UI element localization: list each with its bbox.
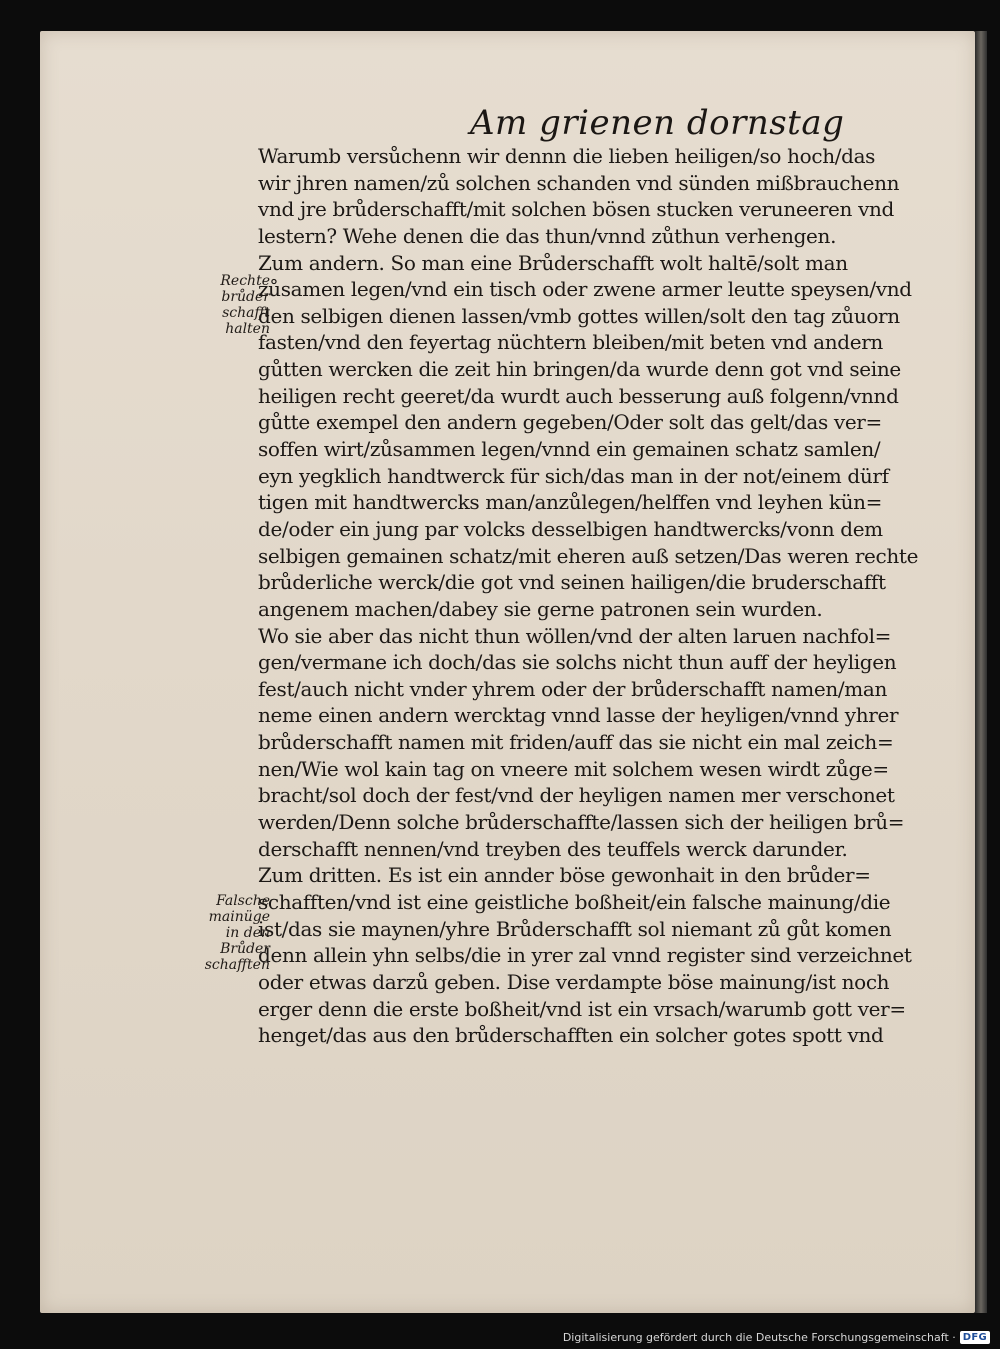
margin-note-line: halten xyxy=(225,321,270,337)
text-line: erger denn die erste boßheit/vnd ist ein vrsach/warumb gott ver= xyxy=(258,996,906,1021)
text-line: Warumb versůchenn wir dennn die lieben heiligen/so hoch/das xyxy=(258,144,876,168)
text-line: selbigen gemainen schatz/mit eheren auß setzen/Das weren rechte xyxy=(258,543,919,568)
margin-note-rechte-bruderschafft xyxy=(192,273,270,337)
text-line: bracht/sol doch der fest/vnd der heyligen namen mer verschonet xyxy=(258,783,895,808)
text-line: tigen mit handtwercks man/anzůlegen/helffen vnd leyhen kün= xyxy=(258,490,883,515)
text-line: Zum andern. So man eine Brůderschafft wolt haltē/solt man xyxy=(258,250,848,275)
text-line: derschafft nennen/vnd treyben des teuffels werck darunder. xyxy=(258,836,848,861)
margin-note-line: brůder xyxy=(221,289,270,305)
margin-note-falsche-mainung xyxy=(192,893,270,973)
margin-note-line: Brůder xyxy=(220,941,270,957)
text-line: soffen wirt/zůsammen legen/vnnd ein gemainen schatz samlen/ xyxy=(258,437,881,462)
text-line: zůsamen legen/vnd ein tisch oder zwene armer leutte speysen/vnd xyxy=(258,277,912,302)
text-line: angenem machen/dabey sie gerne patronen sein wurden. xyxy=(258,596,823,621)
text-line: Wo sie aber das nicht thun wöllen/vnd der alten laruen nachfol= xyxy=(258,623,892,648)
dfg-logo: DFG xyxy=(960,1331,990,1344)
page-heading: Am grienen dornstag xyxy=(470,103,845,143)
text-line: heiligen recht geeret/da wurdt auch besserung auß folgenn/vnnd xyxy=(258,383,899,408)
margin-note-line: schafft xyxy=(222,305,270,321)
margin-note-line: Rechte xyxy=(220,273,270,289)
margin-note-line: Falsche xyxy=(216,893,270,909)
text-line: vnd jre brůderschafft/mit solchen bösen stucken veruneeren vnd xyxy=(258,197,895,222)
text-line: nen/Wie wol kain tag on vneere mit solchem wesen wirdt zůge= xyxy=(258,756,889,781)
text-line: denn allein yhn selbs/die in yrer zal vnnd register sind verzeichnet xyxy=(258,943,912,968)
text-line: lestern? Wehe denen die das thun/vnnd zůthun verhengen. xyxy=(258,223,837,248)
text-line: gůtte exempel den andern gegeben/Oder solt das gelt/das ver= xyxy=(258,410,882,435)
text-line: ist/das sie maynen/yhre Brůderschafft sol niemant zů gůt komen xyxy=(258,916,892,941)
text-line: brůderliche werck/die got vnd seinen hailigen/die bruderschafft xyxy=(258,570,886,595)
text-line: Zum dritten. Es ist ein annder böse gewonhait in den brůder= xyxy=(258,863,871,888)
text-line: gen/vermane ich doch/das sie solchs nicht thun auff der heyligen xyxy=(258,650,897,675)
margin-note-line: mainüge xyxy=(208,909,270,925)
text-line: fest/auch nicht vnder yhrem oder der brůderschafft namen/man xyxy=(258,676,887,701)
margin-note-line: schafften xyxy=(204,957,270,973)
text-line: oder etwas darzů geben. Dise verdampte böse mainung/ist noch xyxy=(258,969,890,994)
text-line: fasten/vnd den feyertag nüchtern bleiben/mit beten vnd andern xyxy=(258,330,883,355)
text-line: henget/das aus den brůderschafften ein solcher gotes spott vnd xyxy=(258,1023,884,1048)
margin-note-line: in den xyxy=(225,925,270,941)
text-line: den selbigen dienen lassen/vmb gottes willen/solt den tag zůuorn xyxy=(258,303,900,328)
text-line: eyn yegklich handtwerck für sich/das man in der not/einem dürf xyxy=(258,463,889,488)
digitization-footer xyxy=(563,1331,990,1344)
text-line: brůderschafft namen mit friden/auff das sie nicht ein mal zeich= xyxy=(258,730,894,755)
text-line: gůtten wercken die zeit hin bringen/da wurde denn got vnd seine xyxy=(258,357,901,382)
footer-credit-text: Digitalisierung gefördert durch die Deutsche Forschungsgemeinschaft · xyxy=(562,1331,956,1344)
book-spine-edge xyxy=(975,31,987,1313)
text-line: werden/Denn solche brůderschaffte/lassen sich der heiligen brů= xyxy=(258,810,905,835)
text-line: schafften/vnd ist eine geistliche boßheit/ein falsche mainung/die xyxy=(258,889,891,914)
text-line: neme einen andern wercktag vnnd lasse der heyligen/vnnd yhrer xyxy=(258,703,899,728)
text-line: de/oder ein jung par volcks desselbigen handtwercks/vonn dem xyxy=(258,516,883,541)
body-text-block xyxy=(258,143,958,1049)
text-line: wir jhren namen/zů solchen schanden vnd sünden mißbrauchenn xyxy=(258,170,900,195)
